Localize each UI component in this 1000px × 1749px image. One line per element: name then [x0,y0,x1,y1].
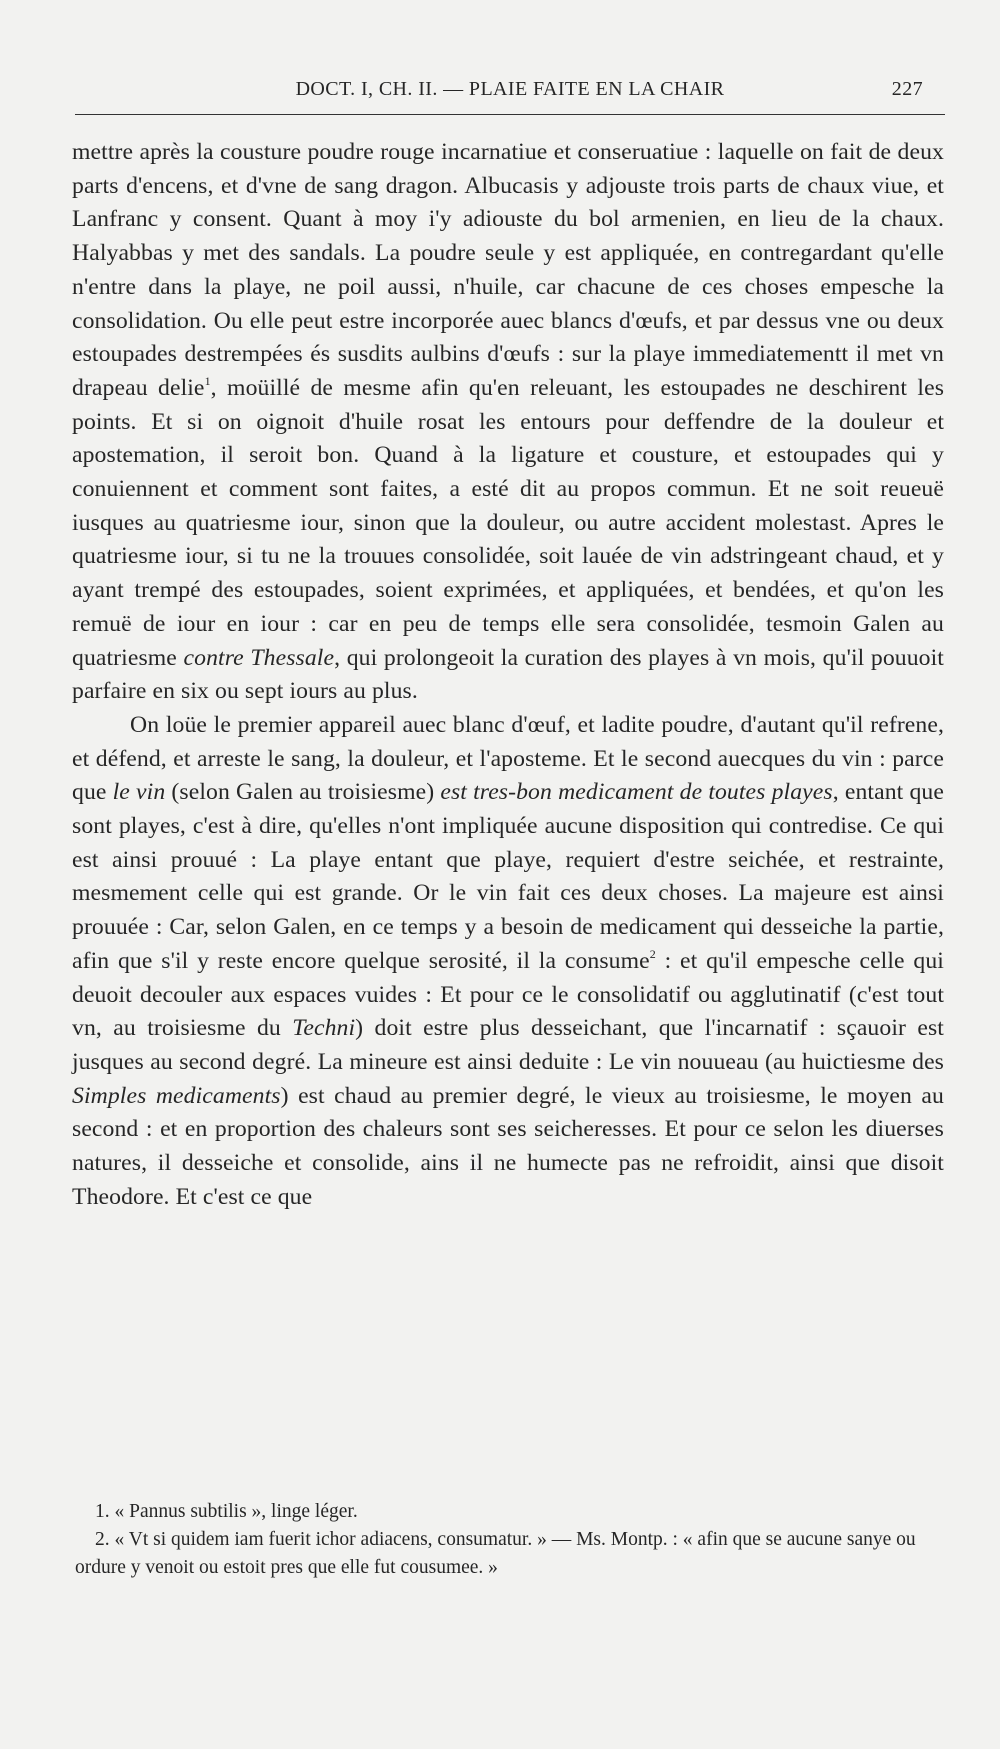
p2-text-4: : et qu'il empesche celle qui deuoit decouler aux espaces vuides : Et pour ce le consolidatif ou agglutinatif (c'est tout vn, au troisiesme du [72,947,944,1042]
p2-italic-3: Techni [292,1015,356,1042]
footnote-1: 1. « Pannus subtilis », linge léger. [95,1501,358,1522]
main-text [72,136,944,1215]
footnote-ref-1: 1 [204,373,211,388]
header-title: DOCT. I, CH. II. — PLAIE FAITE EN LA CHAIR [295,78,725,100]
p2-text-3: , entant que sont playes, c'est à dire, qu'elles n'ont impliquée aucune disposition qui contredise. Ce qui est ainsi prouué : La playe entant que playe, requiert d'estre seichée, et restrainte, mesmement celle qui est grande. Or le vin fait ces deux choses. La majeure est ainsi prouuée : Car, selon Galen, en ce temps y a besoin de medicament qui desseiche la partie, afin que s'il y reste encore quelque serosité, il la consume [72,779,944,974]
page-number: 227 [891,78,923,100]
p1-text-3: , qui prolongeoit la curation des playes à vn mois, qu'il pouuoit parfaire en six ou sept iours au plus. [72,644,944,705]
footnotes [75,1498,943,1582]
p1-text-1: mettre après la cousture poudre rouge incarnatiue et conseruatiue : laquelle on fait de deux parts d'encens, et d'vne de sang dragon. Albucasis y adjouste trois parts de chaux viue, et Lanfranc y consent. Quant à moy i'y adiouste du bol armenien, en lieu de la chaux. Halyabbas y met des sandals. La poudre seule y est appliquée, en contregardant qu'elle n'entre dans la playe, ne poil aussi, n'huile, car chacune de ces choses empesche la consolidation. Ou elle peut estre incorporée auec blancs d'œufs, et par dessus vne ou deux estoupades destrempées és susdits aulbins d'œufs : sur la playe immediatementt il met vn drapeau delie [72,139,944,401]
p2-italic-1: le vin [112,779,166,806]
paragraph-2 [72,709,944,1215]
p2-text-6: ) est chaud au premier degré, le vieux au troisiesme, le moyen au second : et en proportion des chaleurs sont ses seicheresses. Et pour ce selon les diuerses natures, il desseiche et consolide, ains il ne humecte pas ne refroidit, ainsi que disoit Theodore. Et c'est ce que [72,1082,944,1210]
p1-italic-1: contre Thessale [183,644,335,671]
p2-italic-4: Simples medicaments [72,1082,281,1109]
paragraph-1 [72,136,944,709]
p2-italic-2: est tres-bon medicament de toutes playes [440,779,833,806]
p1-text-2: , moüillé de mesme afin qu'en releuant, les estoupades ne deschirent les points. Et si on oignoit d'huile rosat les entours pour deffendre de la douleur et apostemation, il seroit bon. Quand à la ligature et cousture, et estoupades qui y conuiennent et comment sont faites, a esté dit au propos commun. Et ne soit reueuë iusques au quatriesme iour, sinon que la douleur, ou autre accident molestast. Apres le quatriesme iour, si tu ne la trouues consolidée, soit lauée de vin adstringeant chaud, et y ayant trempé des estoupades, soient exprimées, et appliquées, et bendées, et qu'on les remuë de iour en iour : car en peu de temps elle sera consolidée, tesmoin Galen au quatriesme [72,374,945,671]
p2-text-5: ) doit estre plus desseichant, que l'incarnatif : sçauoir est jusques au second degré. La mineure est ainsi deduite : Le vin nouueau (au huictiesme des [72,1015,944,1075]
footnote-ref-2: 2 [649,946,656,961]
running-header [75,78,945,115]
p2-text-1: On loüe le premier appareil auec blanc d'œuf, et ladite poudre, d'autant qu'il refrene, et défend, et arreste le sang, la douleur, et l'aposteme. Et le second auecques du vin : parce que [72,711,944,806]
footnote-2: 2. « Vt si quidem iam fuerit ichor adiacens, consumatur. » — Ms. Montp. : « afin que se aucune sanye ou ordure y venoit ou estoit pres que elle fut cousumee. » [75,1529,916,1578]
p2-text-2: (selon Galen au troisiesme) [165,779,441,806]
